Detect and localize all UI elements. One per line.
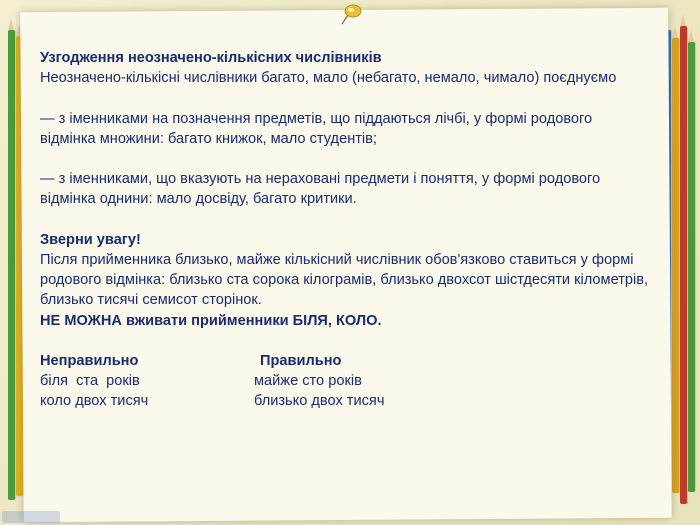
wrong-example: біля ста років (40, 373, 140, 390)
right-example: близько двох тисяч (254, 393, 385, 410)
pencil-icon (688, 42, 695, 492)
attention-text: Після прийменника близько, майже кількісний числівник обов'язково ставиться у формі родового відмінка: близько ста сорока кілограмів, близько двохсот шістдесяти кілометрів, близько тисячі семисот сторінок. (40, 251, 649, 309)
pencil-icon (672, 38, 679, 493)
slide-content (40, 48, 650, 412)
examples-table (40, 351, 650, 412)
wrong-heading: Неправильно (40, 352, 139, 369)
wrong-example: коло двох тисяч (40, 393, 149, 410)
intro-text: Неозначено-кількісні числівники багато, мало (небагато, немало, чимало) поєднуємо (40, 70, 617, 87)
wrong-column (40, 351, 254, 412)
attention-heading: Зверни увагу! (40, 231, 141, 248)
rule-one-text: — з іменниками на позначення предметів, що піддаються лічбі, у формі родового відмінка множини: багато книжок, мало студентів; (40, 110, 593, 147)
right-column (254, 351, 474, 412)
pencil-icon (8, 30, 15, 500)
rule-two-text: — з іменниками, що вказують на нераховані предмети і поняття, у формі родового відмінка однини: мало досвіду, багато критики. (40, 171, 601, 208)
slide-title: Узгодження неозначено-кількісних числівників (40, 50, 382, 66)
right-example: майже сто років (254, 373, 362, 390)
right-heading: Правильно (260, 352, 342, 369)
pushpin-icon (338, 2, 364, 26)
corner-logo (2, 511, 60, 523)
pencil-icon (680, 26, 687, 504)
warning-text: НЕ МОЖНА вживати прийменники БІЛЯ, КОЛО. (40, 312, 382, 329)
